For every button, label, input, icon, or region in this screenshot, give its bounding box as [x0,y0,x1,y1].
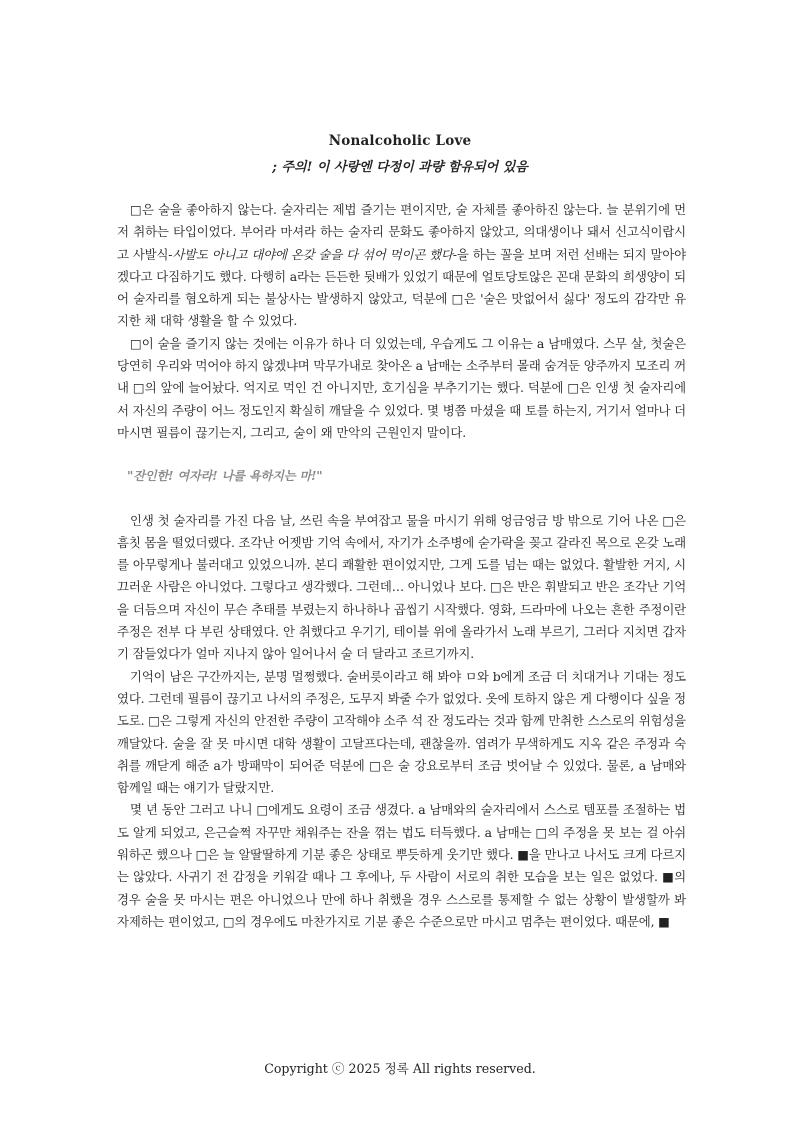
paragraph-4: 기억이 남은 구간까지는, 분명 멀쩡했다. 술버릇이라고 해 봐야 ㅁ와 b에게 조금 더 치대거나 기대는 정도였다. 그런데 필름이 끊기고 나서의 주정은, 도무지 봐줄 수가 없었다. 옷에 토하지 않은 게 다행이다 싶을 정도로. □은 그렇게 자신의 안전한 주량이 고작해야 소주 석 잔 정도라는 것과 함께 만취한 스스로의 위험성을 깨달았다. 술을 잘 못 마시면 대학 생활이 고달프다는데, 괜찮을까. 염려가 무색하게도 지옥 같은 주정과 숙취를 깨닫게 해준 a가 방패막이 되어준 덕분에 □은 술 강요로부터 조금 벗어날 수 있었다. 물론, a 남매와 함께일 때는 얘기가 달랐지만. [117,668,686,796]
quote-line: "잔인한! 여자라! 나를 욕하지는 마!" [127,469,323,484]
page-title: Nonalcoholic Love [328,133,472,149]
copyright-footer: Copyright ⓒ 2025 정록 All rights reserved. [264,1061,536,1076]
paragraph-1 [117,199,686,333]
paragraph-1-text-a: □은 술을 좋아하지 않는다. 술자리는 제법 즐기는 편이지만, 술 자체를 좋아하진 않는다. 늘 분위기에 먼저 취하는 타입이었다. 부어라 마셔라 하는 술자리 문화도 좋아하지 않았고, 의대생이나 돼서 신고식이랍시고 사발식- [117,202,686,262]
paragraph-1-text-b: -을 하는 꼴을 보며 저런 선배는 되지 말아야겠다고 다짐하기도 했다. 다행히 a라는 든든한 뒷배가 있었기 때문에 얼토당토않은 꼰대 문화의 희생양이 되어 술자리를 혐오하게 되는 불상사는 발생하지 않았고, 덕분에 □은 '술은 맛없어서 싫다' 정도의 감각만 유지한 채 대학 생활을 할 수 있었다. [117,246,686,329]
page-subtitle: ; 주의! 이 사랑엔 다정이 과량 함유되어 있음 [272,160,528,175]
paragraph-1-emphasis: 사발도 아니고 대야에 온갖 술을 다 섞어 먹이곤 했다 [172,246,453,262]
paragraph-5: 몇 년 동안 그러고 나니 □에게도 요령이 조금 생겼다. a 남매와의 술자리에서 스스로 템포를 조절하는 법도 알게 되었고, 은근슬쩍 자꾸만 채워주는 잔을 꺾는 법도 터득했다. a 남매는 □의 주정을 못 보는 걸 아쉬워하곤 했으나 □은 늘 알딸딸하게 기분 좋은 상태로 뿌듯하게 웃기만 했다. ■을 만나고 나서도 크게 다르지는 않았다. 사귀기 전 감정을 키워갈 때나 그 후에나, 두 사람이 서로의 취한 모습을 보는 일은 없었다. ■의 경우 술을 못 마시는 편은 아니었으나 만에 하나 취했을 경우 스스로를 통제할 수 없는 상황이 발생할까 봐 자제하는 편이었고, □의 경우에도 마찬가지로 기분 좋은 수준으로만 마시고 멈추는 편이었다. 때문에, ■ [117,802,686,929]
paragraph-3: 인생 첫 술자리를 가진 다음 날, 쓰린 속을 부여잡고 물을 마시기 위해 엉금엉금 방 밖으로 기어 나온 □은 흠칫 몸을 떨었더랬다. 조각난 어젯밤 기억 속에서, 자기가 소주병에 숟가락을 꽂고 갈라진 목으로 온갖 노래를 아무렇게나 불러대고 있었으니까. 본디 쾌활한 편이었지만, 그게 도를 넘는 때는 없었다. 활발한 거지, 시끄러운 사람은 아니었다. 그렇다고 생각했다. 그런데… 아니었나 보다. □은 반은 휘발되고 반은 조각난 기억을 더듬으며 자신이 무슨 추태를 부렸는지 하나하나 곱씹기 시작했다. 영화, 드라마에 나오는 흔한 주정이란 주정은 전부 다 부린 상태였다. 안 취했다고 우기기, 테이블 위에 올라가서 노래 부르기, 그러다 지치면 갑자기 잠들었다가 얼마 지나지 않아 일어나서 술 더 달라고 조르기까지. [117,512,687,662]
document-body [117,199,686,933]
paragraph-2: □이 술을 즐기지 않는 것에는 이유가 하나 더 있었는데, 우습게도 그 이유는 a 남매였다. 스무 살, 첫술은 당연히 우리와 먹어야 하지 않겠냐며 막무가내로 찾아온 a 남매는 소주부터 몰래 숨겨둔 양주까지 모조리 꺼내 □의 앞에 늘어놨다. 억지로 먹인 건 아니지만, 호기심을 부추기기는 했다. 덕분에 □은 인생 첫 술자리에서 자신의 주량이 어느 정도인지 확실히 깨달을 수 있었다. 몇 병쯤 마셨을 때 토를 하는지, 거기서 얼마나 더 마시면 필름이 끊기는지, 그리고, 술이 왜 만악의 근원인지 말이다. [117,335,686,440]
